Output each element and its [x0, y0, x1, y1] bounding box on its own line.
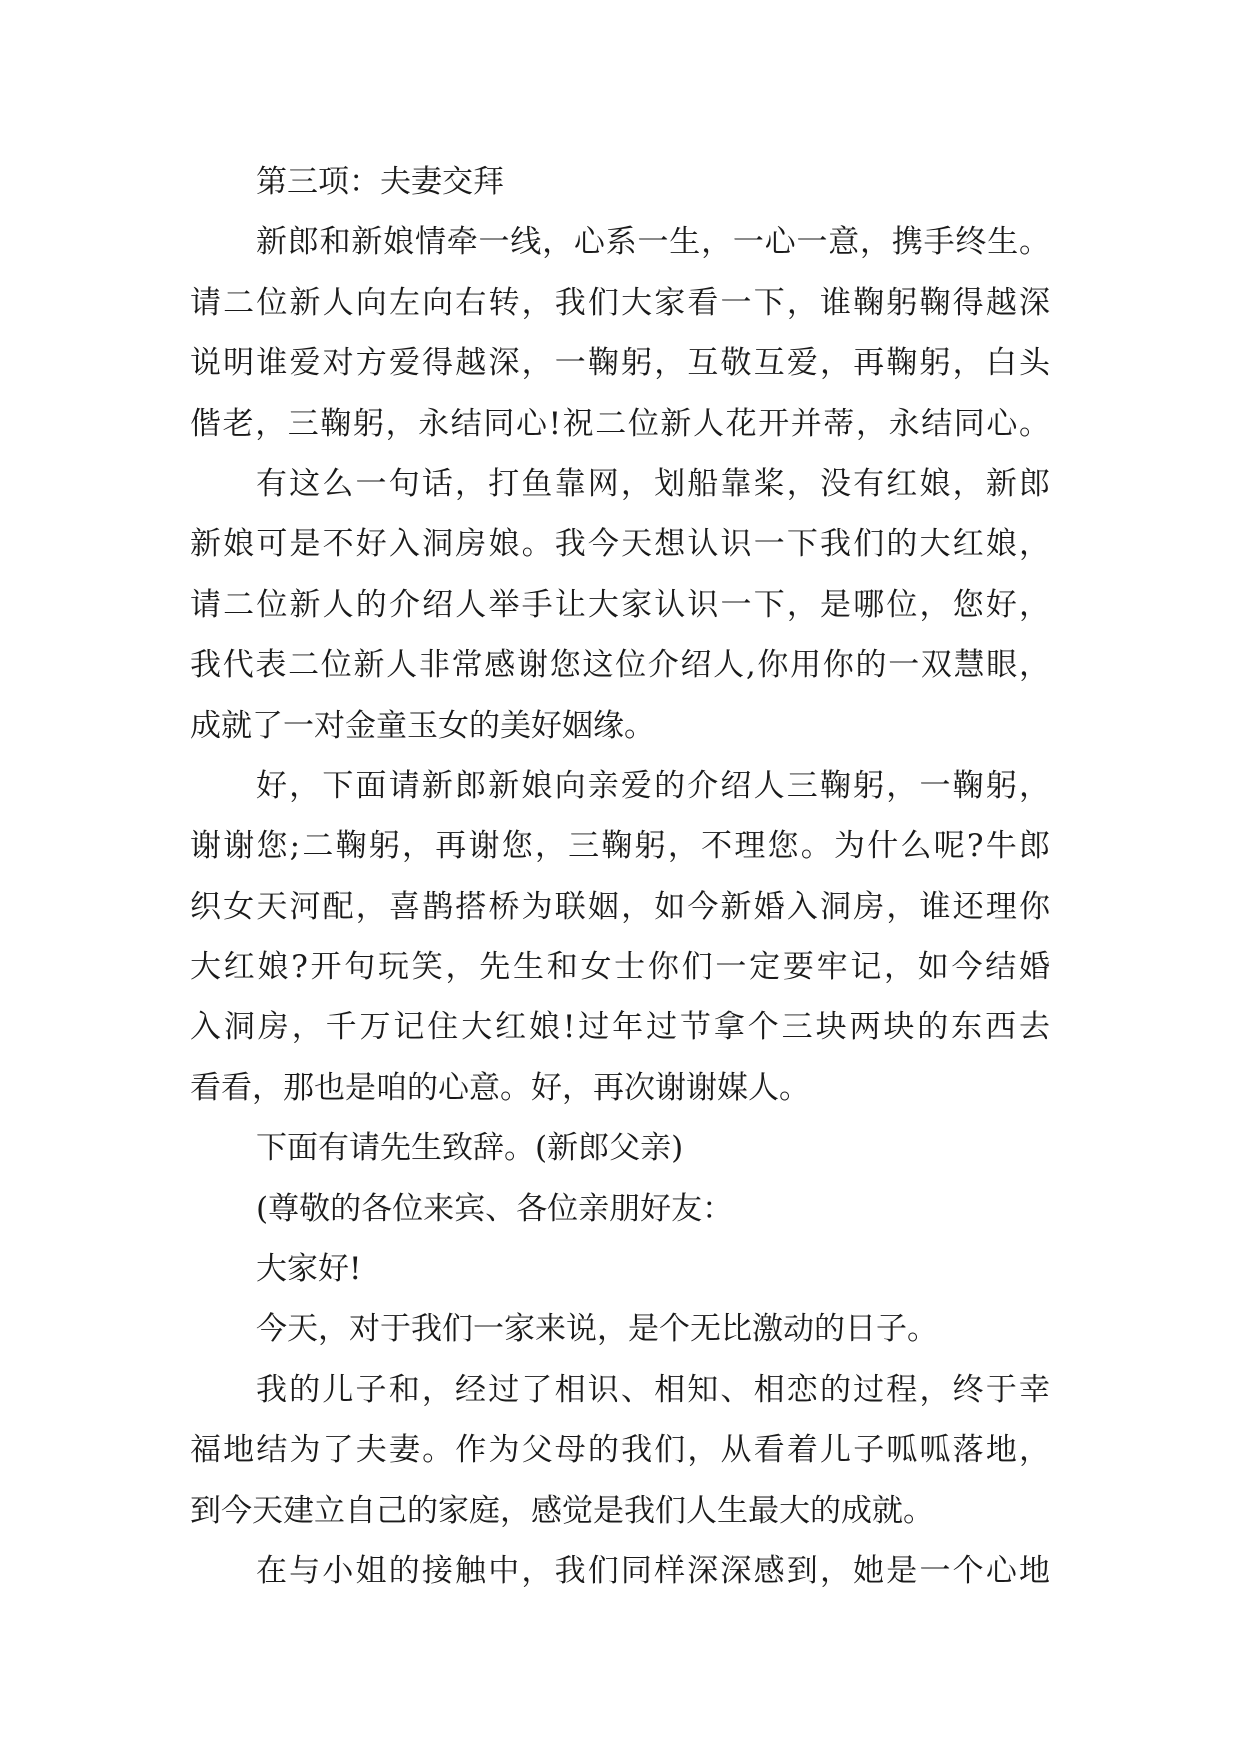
paragraph-line: 到今天建立自己的家庭，感觉是我们人生最大的成就。: [190, 1492, 934, 1529]
paragraph-line: 偕老，三鞠躬，永结同心!祝二位新人花开并蒂，永结同心。: [190, 405, 1050, 442]
paragraph-line: 谢谢您;二鞠躬，再谢您，三鞠躬，不理您。为什么呢?牛郎: [190, 828, 1050, 865]
paragraph-line: 新娘可是不好入洞房娘。我今天想认识一下我们的大红娘，: [190, 526, 1050, 563]
paragraph-line: 看看，那也是咱的心意。好，再次谢谢媒人。: [190, 1069, 810, 1106]
paragraph-line: 好，下面请新郎新娘向亲爱的介绍人三鞠躬，一鞠躬，: [256, 767, 1050, 804]
paragraph-line: 说明谁爱对方爱得越深，一鞠躬，互敬互爱，再鞠躬，白头: [190, 345, 1050, 382]
paragraph-line: 我的儿子和，经过了相识、相知、相恋的过程，终于幸: [256, 1371, 1050, 1408]
paragraph-line: 请二位新人的介绍人举手让大家认识一下，是哪位，您好，: [190, 586, 1050, 623]
section-heading: 第三项：夫妻交拜: [256, 164, 504, 200]
paragraph-line: 福地结为了夫妻。作为父母的我们，从看着儿子呱呱落地，: [190, 1432, 1050, 1469]
paragraph-line: 成就了一对金童玉女的美好姻缘。: [190, 707, 655, 744]
paragraph-line: 有这么一句话，打鱼靠网，划船靠桨，没有红娘，新郎: [256, 465, 1050, 502]
paragraph-line: 下面有请先生致辞。(新郎父亲): [256, 1130, 684, 1167]
paragraph-line: 今天，对于我们一家来说，是个无比激动的日子。: [256, 1311, 938, 1348]
paragraph-line: 入洞房，千万记住大红娘!过年过节拿个三块两块的东西去: [190, 1009, 1050, 1046]
paragraph-line: 大家好!: [256, 1251, 362, 1288]
paragraph-line: (尊敬的各位来宾、各位亲朋好友：: [256, 1190, 734, 1227]
document-body: [190, 152, 1050, 1601]
paragraph-line: 在与小姐的接触中，我们同样深深感到，她是一个心地: [256, 1552, 1050, 1589]
paragraph-line: 我代表二位新人非常感谢您这位介绍人,你用你的一双慧眼，: [190, 647, 1050, 684]
paragraph-line: 新郎和新娘情牵一线，心系一生，一心一意，携手终生。: [256, 224, 1050, 261]
paragraph-line: 大红娘?开句玩笑，先生和女士你们一定要牢记，如今结婚: [190, 949, 1050, 986]
paragraph-line: 请二位新人向左向右转，我们大家看一下，谁鞠躬鞠得越深: [190, 284, 1050, 321]
paragraph-line: 织女天河配，喜鹊搭桥为联姻，如今新婚入洞房，谁还理你: [190, 888, 1050, 925]
